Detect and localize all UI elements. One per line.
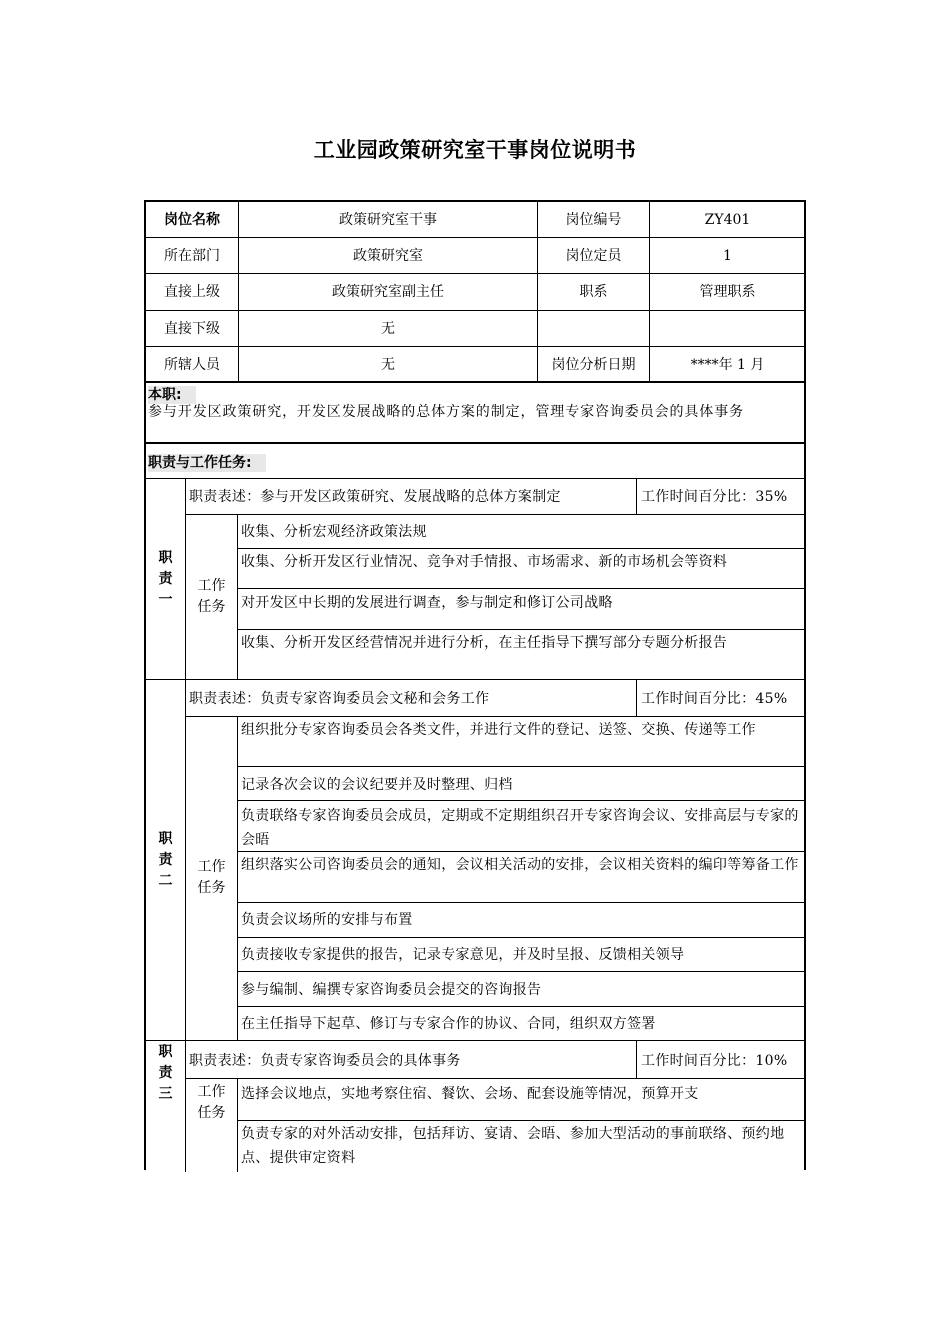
duty-2-task-8: 在主任指导下起草、修订与专家合作的协议、合同，组织双方签署	[241, 1016, 656, 1032]
duty-1-task-2: 收集、分析开发区行业情况、竞争对手情报、市场需求、新的市场机会等资料	[241, 554, 728, 570]
duty-2-name: 职责二	[158, 830, 173, 889]
duty-3-task-label: 工作任务	[197, 1084, 226, 1121]
job-description-table	[144, 200, 806, 1170]
duty-2-percent: 工作时间百分比：45%	[641, 691, 788, 707]
summary-label: 本职:	[148, 386, 196, 404]
page-title: 工业园政策研究室干事岗位说明书	[313, 138, 637, 162]
divider	[237, 937, 805, 938]
label-position-code: 岗位编号	[537, 202, 650, 238]
label-headcount: 岗位定员	[537, 237, 650, 274]
duty-2-task-label: 工作任务	[197, 859, 226, 896]
duty-2-statement: 职责表述：负责专家咨询委员会文秘和会务工作	[189, 691, 490, 707]
duty-1-name: 职责一	[158, 549, 173, 608]
label-staff-managed: 所辖人员	[146, 346, 239, 383]
duty-2-task-6: 负责接收专家提供的报告，记录专家意见，并及时呈报、反馈相关领导	[241, 947, 685, 963]
duty-2-task-2: 记录各次会议的会议纪要并及时整理、归档	[241, 777, 513, 793]
value-position-name: 政策研究室干事	[238, 202, 538, 238]
duty-2-task-1: 组织批分专家咨询委员会各类文件，并进行文件的登记、送签、交换、传递等工作	[241, 722, 756, 738]
duty-3-task-1: 选择会议地点，实地考察住宿、餐饮、会场、配套设施等情况，预算开支	[241, 1086, 699, 1102]
divider	[146, 442, 804, 444]
duty-2-task-5: 负责会议场所的安排与布置	[241, 912, 413, 928]
value-staff-managed: 无	[238, 346, 538, 383]
label-direct-superior: 直接上级	[146, 273, 239, 311]
label-department: 所在部门	[146, 237, 239, 274]
label-direct-subordinate: 直接下级	[146, 310, 239, 347]
summary-text: 参与开发区政策研究，开发区发展战略的总体方案的制定，管理专家咨询委员会的具体事务	[148, 404, 744, 420]
value-direct-subordinate: 无	[238, 310, 538, 347]
duty-3-percent: 工作时间百分比：10%	[641, 1053, 788, 1069]
value-direct-superior: 政策研究室副主任	[238, 273, 538, 311]
duty-2-task-4: 组织落实公司咨询委员会的通知，会议相关活动的安排，会议相关资料的编印等筹备工作	[241, 857, 799, 873]
duty-2-task-3: 负责联络专家咨询委员会成员，定期或不定期组织召开专家咨询会议、安排高层与专家的会晤	[241, 808, 799, 848]
duty-3-label	[146, 1042, 185, 1104]
divider	[237, 588, 805, 589]
divider	[237, 902, 805, 903]
value-headcount: 1	[649, 237, 805, 274]
divider	[146, 1040, 804, 1041]
empty-cell	[537, 310, 650, 347]
duty-3-statement: 职责表述：负责专家咨询委员会的具体事务	[189, 1053, 461, 1069]
duty-1-task-label: 工作任务	[197, 577, 226, 615]
duty-1-task-4: 收集、分析开发区经营情况并进行分析，在主任指导下撰写部分专题分析报告	[241, 635, 728, 651]
value-department: 政策研究室	[238, 237, 538, 274]
duty-3-task-2: 负责专家的对外活动安排，包括拜访、宴请、会晤、参加大型活动的事前联络、预约地点、提供审定资料	[241, 1126, 785, 1166]
label-analysis-date: 岗位分析日期	[537, 346, 650, 383]
duty-1-label	[146, 479, 185, 679]
divider	[146, 478, 804, 479]
divider	[146, 679, 804, 680]
value-job-family: 管理职系	[649, 273, 805, 311]
divider	[237, 766, 805, 767]
divider	[237, 971, 805, 972]
divider	[237, 1006, 805, 1007]
duty-1-task-1: 收集、分析宏观经济政策法规	[241, 524, 427, 540]
duty-3-name: 职责三	[158, 1043, 173, 1102]
duty-2-label	[146, 680, 185, 1040]
divider	[237, 548, 805, 549]
label-job-family: 职系	[537, 273, 650, 311]
duty-1-percent: 工作时间百分比：35%	[641, 489, 788, 505]
divider	[185, 514, 805, 515]
duty-2-task-7: 参与编制、编撰专家咨询委员会提交的咨询报告	[241, 982, 542, 998]
divider	[185, 1078, 805, 1079]
divider	[237, 1120, 805, 1121]
label-position-name: 岗位名称	[146, 202, 239, 238]
duty-1-task-3: 对开发区中长期的发展进行调查，参与制定和修订公司战略	[241, 595, 613, 611]
value-analysis-date: ****年 1 月	[649, 346, 805, 383]
divider	[237, 629, 805, 630]
duties-header: 职责与工作任务:	[148, 454, 266, 472]
divider	[237, 851, 805, 852]
divider	[185, 716, 805, 717]
duty-1-statement: 职责表述：参与开发区政策研究、发展战略的总体方案制定	[189, 489, 561, 505]
divider	[237, 800, 805, 801]
value-position-code: ZY401	[649, 202, 805, 238]
empty-cell	[649, 310, 805, 347]
divider	[146, 381, 804, 383]
